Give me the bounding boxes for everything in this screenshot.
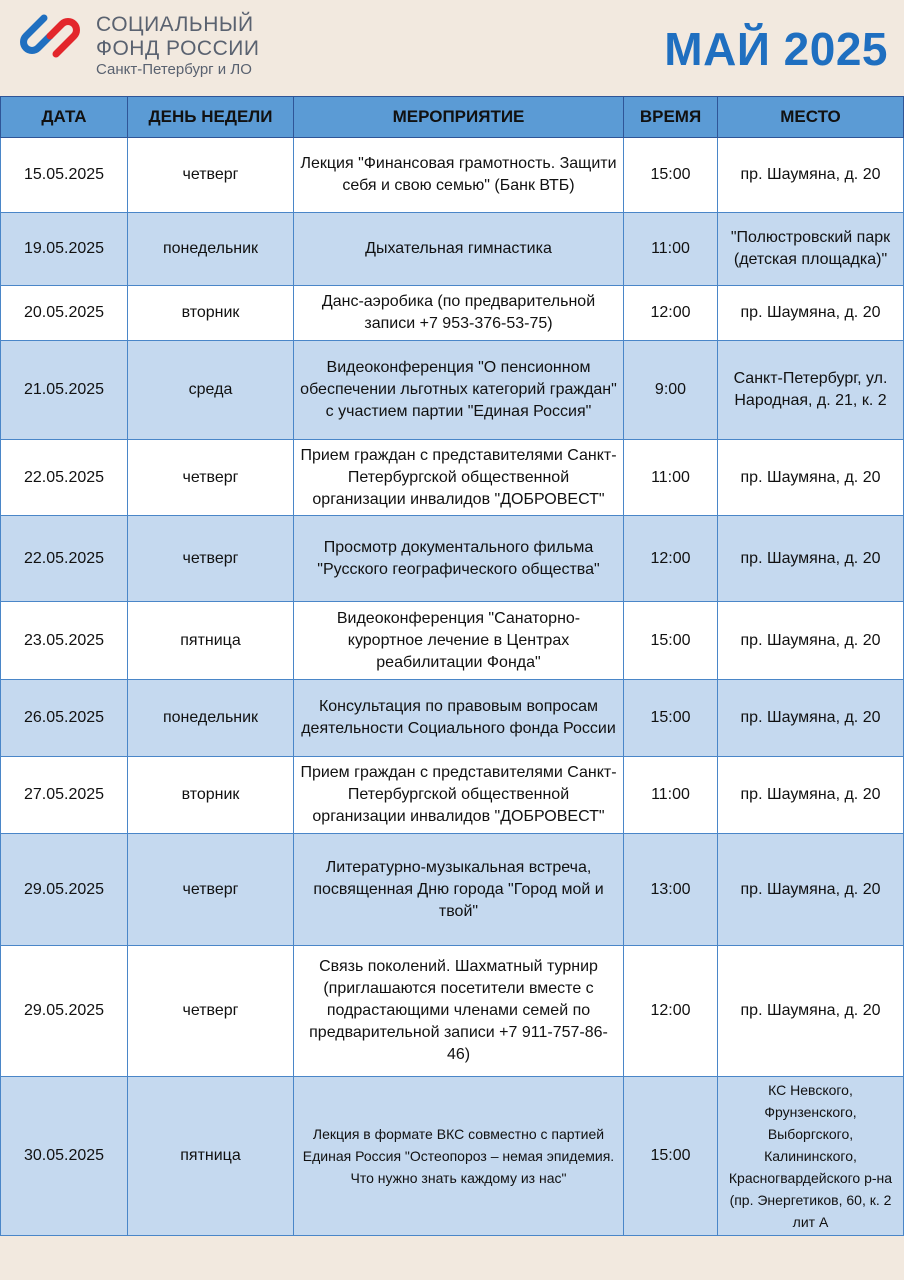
cell-date: 27.05.2025	[1, 757, 128, 834]
org-name-line1: СОЦИАЛЬНЫЙ	[96, 13, 254, 36]
org-region: Санкт-Петербург и ЛО	[96, 61, 252, 78]
cell-event: Просмотр документального фильма "Русского географического общества"	[294, 516, 624, 602]
table-row	[1, 138, 904, 213]
cell-time: 15:00	[624, 1077, 718, 1236]
table-row	[1, 341, 904, 440]
cell-date: 30.05.2025	[1, 1077, 128, 1236]
cell-event: Литературно-музыкальная встреча, посвященная Дню города "Город мой и твой"	[294, 834, 624, 946]
cell-place: пр. Шаумяна, д. 20	[718, 138, 904, 213]
cell-event: Консультация по правовым вопросам деятельности Социального фонда России	[294, 680, 624, 757]
cell-place: пр. Шаумяна, д. 20	[718, 516, 904, 602]
cell-event: Данс-аэробика (по предварительной записи +7 953-376-53-75)	[294, 286, 624, 341]
cell-time: 15:00	[624, 138, 718, 213]
cell-event: Прием граждан с представителями Санкт-Петербургской общественной организации инвалидов "ДОБРОВЕСТ"	[294, 440, 624, 516]
cell-time: 12:00	[624, 516, 718, 602]
column-header-date: ДАТА	[1, 97, 128, 138]
cell-time: 15:00	[624, 680, 718, 757]
cell-day: пятница	[128, 1077, 294, 1236]
table-row	[1, 1077, 904, 1236]
column-header-event: МЕРОПРИЯТИЕ	[294, 97, 624, 138]
cell-date: 22.05.2025	[1, 516, 128, 602]
cell-day: понедельник	[128, 213, 294, 286]
cell-event: Видеоконференция "Санаторно-курортное лечение в Центрах реабилитации Фонда"	[294, 602, 624, 680]
table-row	[1, 516, 904, 602]
cell-date: 23.05.2025	[1, 602, 128, 680]
table-row	[1, 757, 904, 834]
cell-day: четверг	[128, 516, 294, 602]
cell-day: среда	[128, 341, 294, 440]
cell-event: Связь поколений. Шахматный турнир (приглашаются посетители вместе с подрастающими членами семей по предварительной записи +7 911-757-86-46)	[294, 946, 624, 1077]
cell-place: пр. Шаумяна, д. 20	[718, 946, 904, 1077]
cell-date: 26.05.2025	[1, 680, 128, 757]
cell-event: Прием граждан с представителями Санкт-Петербургской общественной организации инвалидов "ДОБРОВЕСТ"	[294, 757, 624, 834]
cell-date: 22.05.2025	[1, 440, 128, 516]
cell-day: вторник	[128, 757, 294, 834]
cell-day: четверг	[128, 834, 294, 946]
table-row	[1, 440, 904, 516]
cell-date: 21.05.2025	[1, 341, 128, 440]
cell-place: пр. Шаумяна, д. 20	[718, 440, 904, 516]
cell-time: 9:00	[624, 341, 718, 440]
cell-time: 12:00	[624, 946, 718, 1077]
column-header-time: ВРЕМЯ	[624, 97, 718, 138]
cell-date: 29.05.2025	[1, 834, 128, 946]
cell-day: вторник	[128, 286, 294, 341]
cell-time: 13:00	[624, 834, 718, 946]
cell-event: Лекция "Финансовая грамотность. Защити себя и свою семью" (Банк ВТБ)	[294, 138, 624, 213]
cell-place: "Полюстровский парк (детская площадка)"	[718, 213, 904, 286]
org-name-line2: ФОНД РОССИИ	[96, 37, 260, 60]
cell-time: 12:00	[624, 286, 718, 341]
cell-date: 19.05.2025	[1, 213, 128, 286]
cell-event: Дыхательная гимнастика	[294, 213, 624, 286]
table-row	[1, 286, 904, 341]
table-row	[1, 213, 904, 286]
cell-day: четверг	[128, 440, 294, 516]
cell-date: 15.05.2025	[1, 138, 128, 213]
column-header-day: ДЕНЬ НЕДЕЛИ	[128, 97, 294, 138]
cell-place: КС Невского, Фрунзенского, Выборгского, Калининского, Красногвардейского р-на (пр. Энергетиков, 60, к. 2 лит А	[718, 1077, 904, 1236]
events-table	[0, 96, 904, 1236]
cell-place: пр. Шаумяна, д. 20	[718, 680, 904, 757]
cell-day: четверг	[128, 946, 294, 1077]
organization-name	[96, 14, 259, 77]
cell-place: пр. Шаумяна, д. 20	[718, 834, 904, 946]
cell-day: четверг	[128, 138, 294, 213]
cell-place: Санкт-Петербург, ул. Народная, д. 21, к. 2	[718, 341, 904, 440]
cell-place: пр. Шаумяна, д. 20	[718, 286, 904, 341]
cell-day: пятница	[128, 602, 294, 680]
table-row	[1, 946, 904, 1077]
cell-day: понедельник	[128, 680, 294, 757]
table-row	[1, 680, 904, 757]
cell-event: Лекция в формате ВКС совместно с партией Единая Россия "Остеопороз – немая эпидемия. Что нужно знать каждому из нас"	[294, 1077, 624, 1236]
sfr-logo-icon	[14, 12, 86, 60]
table-header-row	[1, 97, 904, 138]
cell-event: Видеоконференция "О пенсионном обеспечении льготных категорий граждан" с участием партии "Единая Россия"	[294, 341, 624, 440]
cell-place: пр. Шаумяна, д. 20	[718, 602, 904, 680]
cell-time: 11:00	[624, 213, 718, 286]
table-row	[1, 834, 904, 946]
page-header	[0, 0, 904, 96]
month-title: МАЙ 2025	[664, 23, 888, 75]
column-header-place: МЕСТО	[718, 97, 904, 138]
cell-place: пр. Шаумяна, д. 20	[718, 757, 904, 834]
cell-time: 15:00	[624, 602, 718, 680]
cell-date: 20.05.2025	[1, 286, 128, 341]
cell-time: 11:00	[624, 440, 718, 516]
cell-time: 11:00	[624, 757, 718, 834]
table-row	[1, 602, 904, 680]
cell-date: 29.05.2025	[1, 946, 128, 1077]
